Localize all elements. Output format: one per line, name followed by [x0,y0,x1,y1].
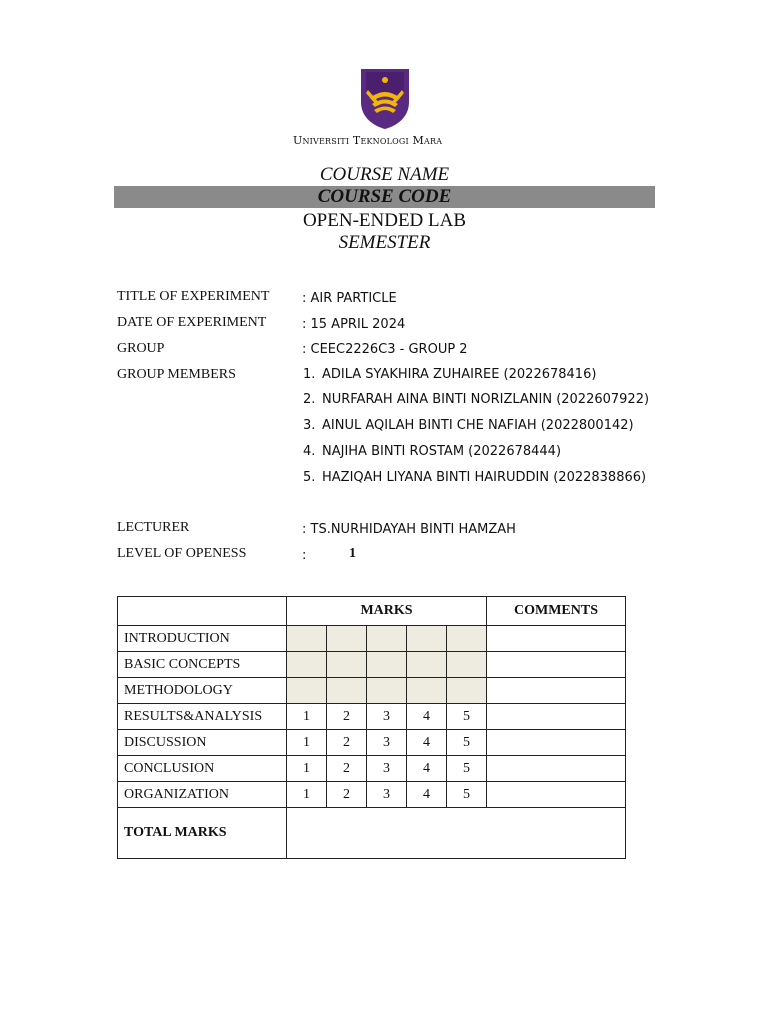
row-label: DISCUSSION [118,730,287,756]
date-value: : 15 APRIL 2024 [302,317,406,332]
members-label: GROUP MEMBERS [117,367,236,382]
marks-header: MARKS [287,597,487,626]
score-cell [447,652,487,678]
table-row [118,704,626,730]
table-row [118,782,626,808]
row-label: CONCLUSION [118,756,287,782]
score-cell [447,626,487,652]
title-label: TITLE OF EXPERIMENT [117,289,270,304]
lab-type: OPEN-ENDED LAB [302,210,467,231]
row-label: INTRODUCTION [118,626,287,652]
score-cell: 2 [327,782,367,808]
score-cell [327,626,367,652]
score-cell [407,626,447,652]
score-cell: 1 [287,782,327,808]
score-cell: 4 [407,756,447,782]
header-blank [118,597,287,626]
comment-cell [487,756,626,782]
score-cell: 2 [327,756,367,782]
member-name: NAJIHA BINTI ROSTAM (2022678444) [322,444,562,459]
lecturer-value: : TS.NURHIDAYAH BINTI HAMZAH [302,522,516,537]
total-label: TOTAL MARKS [118,808,287,859]
member-item [303,418,634,433]
score-cell: 1 [287,756,327,782]
score-cell [327,678,367,704]
semester: SEMESTER [338,232,431,253]
total-row [118,808,626,859]
row-label: METHODOLOGY [118,678,287,704]
university-logo-icon [360,68,410,130]
score-cell [367,626,407,652]
table-row [118,756,626,782]
score-cell: 4 [407,782,447,808]
group-value: : CEEC2226C3 - GROUP 2 [302,342,468,357]
score-cell: 4 [407,704,447,730]
row-label: ORGANIZATION [118,782,287,808]
score-cell [407,678,447,704]
member-item [303,367,596,382]
group-label: GROUP [117,341,165,356]
score-cell: 5 [447,704,487,730]
score-cell: 1 [287,704,327,730]
comments-header: COMMENTS [487,597,626,626]
openess-label: LEVEL OF OPENESS [117,546,247,561]
score-cell: 5 [447,782,487,808]
total-cell [287,808,626,859]
score-cell: 3 [367,730,407,756]
row-label: RESULTS&ANALYSIS [118,704,287,730]
score-cell [287,678,327,704]
table-row [118,652,626,678]
score-cell [367,678,407,704]
member-number: 3. [303,418,316,433]
score-cell: 1 [287,730,327,756]
score-cell [367,652,407,678]
score-cell [287,626,327,652]
member-number: 4. [303,444,316,459]
date-label: DATE OF EXPERIMENT [117,315,267,330]
table-header-row [118,597,626,626]
score-cell [287,652,327,678]
score-cell: 2 [327,730,367,756]
table-row [118,678,626,704]
score-cell: 3 [367,756,407,782]
score-cell: 2 [327,704,367,730]
table-row [118,730,626,756]
member-number: 2. [303,392,316,407]
openess-colon: : [302,548,307,563]
openess-value: 1 [349,546,356,561]
member-name: ADILA SYAKHIRA ZUHAIREE (2022678416) [322,367,597,382]
score-cell [327,652,367,678]
comment-cell [487,730,626,756]
score-cell: 5 [447,756,487,782]
comment-cell [487,626,626,652]
comment-cell [487,678,626,704]
university-name: Universiti Teknologi Mara [293,134,443,147]
member-number: 1. [303,367,316,382]
marks-table [117,596,626,859]
title-value: : AIR PARTICLE [302,291,397,306]
member-item [303,444,561,459]
comment-cell [487,704,626,730]
comment-cell [487,652,626,678]
member-name: NURFARAH AINA BINTI NORIZLANIN (2022607922) [322,392,650,407]
member-number: 5. [303,470,316,485]
member-name: HAZIQAH LIYANA BINTI HAIRUDDIN (2022838866) [322,470,647,485]
lecturer-label: LECTURER [117,520,190,535]
comment-cell [487,782,626,808]
score-cell: 3 [367,782,407,808]
member-item [303,470,646,485]
row-label: BASIC CONCEPTS [118,652,287,678]
member-name: AINUL AQILAH BINTI CHE NAFIAH (2022800142) [322,418,634,433]
course-name: COURSE NAME [319,164,450,185]
score-cell: 5 [447,730,487,756]
score-cell [407,652,447,678]
score-cell [447,678,487,704]
score-cell: 3 [367,704,407,730]
table-row [118,626,626,652]
member-item [303,392,649,407]
score-cell: 4 [407,730,447,756]
course-code: COURSE CODE [114,186,655,208]
